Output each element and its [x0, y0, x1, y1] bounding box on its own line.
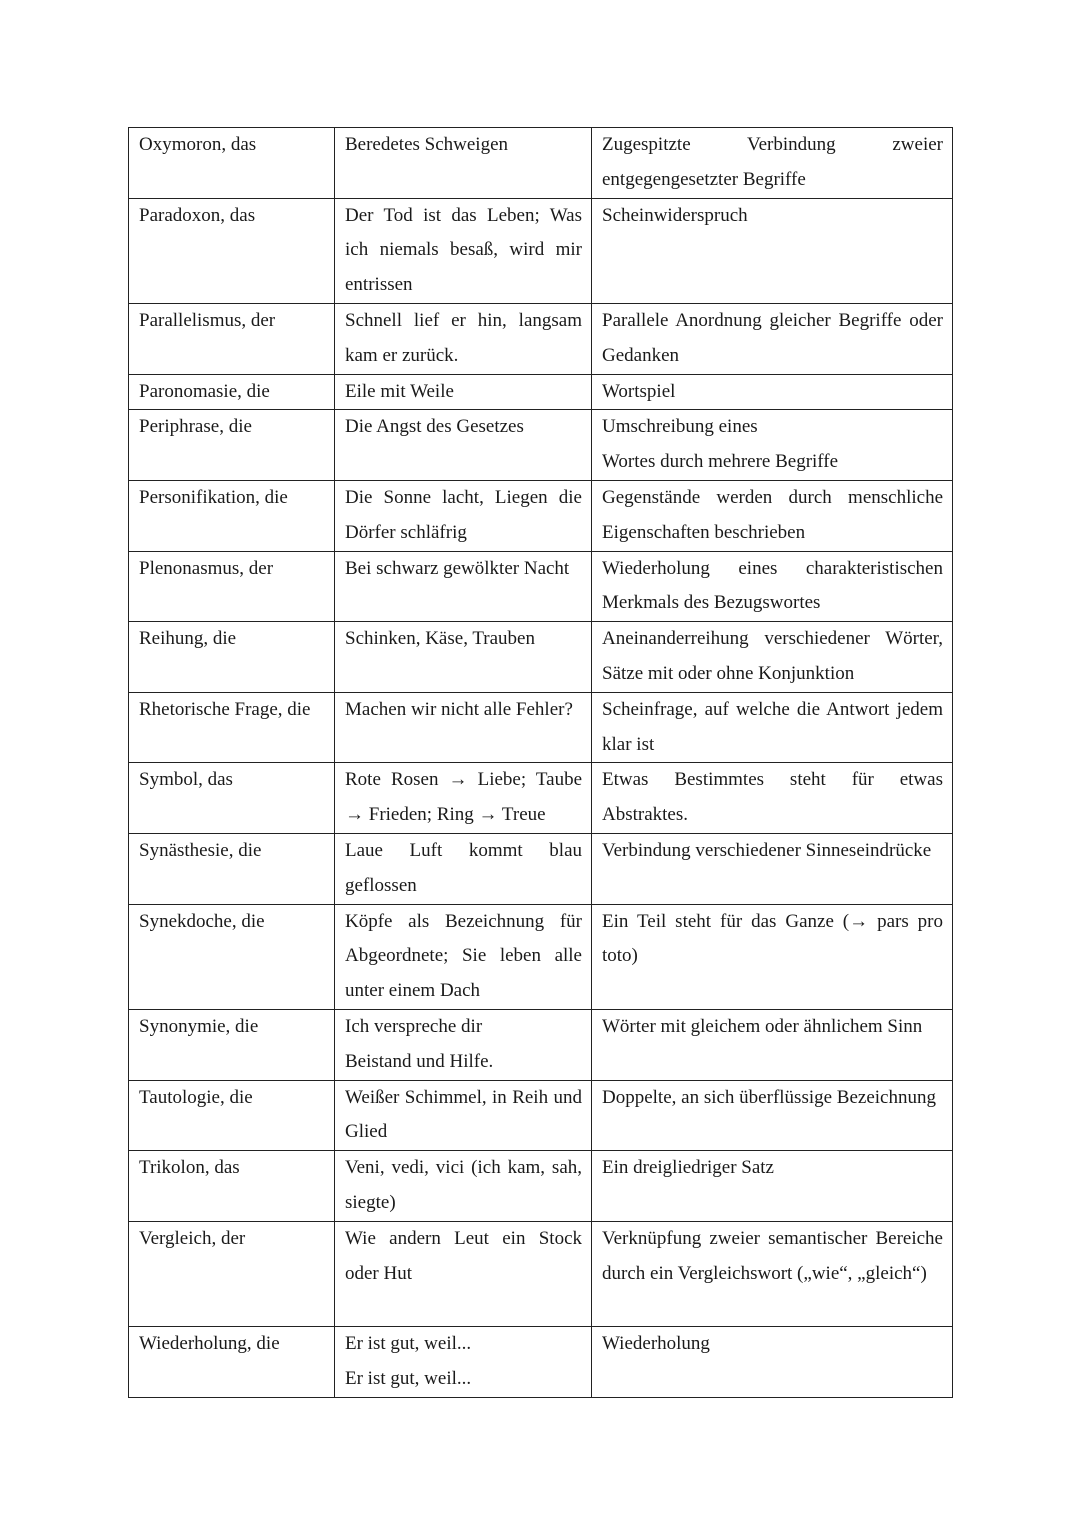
meaning-cell-text: Ein Teil steht für das Ganze (→ pars pro toto) [602, 910, 943, 967]
meaning-cell-text: Aneinanderreihung verschiedener Wörter, Sätze mit oder ohne Konjunktion [602, 628, 943, 684]
example-cell-text: Rote Rosen → Liebe; Taube → Frieden; Ring → Treue [345, 769, 582, 826]
meaning-cell-text: Etwas Bestimmtes steht für etwas Abstraktes. [602, 769, 943, 826]
term-cell-text: Trikolon, das [139, 1157, 240, 1179]
table-row [129, 410, 953, 481]
example-cell-text: Schinken, Käse, Trauben [345, 628, 535, 650]
example-cell [335, 833, 592, 904]
term-cell [129, 1327, 335, 1398]
example-cell [335, 1009, 592, 1080]
table-row [129, 198, 953, 303]
stylistic-devices-table [128, 127, 953, 1398]
term-cell [129, 692, 335, 763]
example-cell [335, 551, 592, 622]
term-cell [129, 410, 335, 481]
example-cell-text: Die Sonne lacht, Liegen die Dörfer schläfrig [345, 486, 582, 543]
meaning-cell [592, 1327, 953, 1398]
example-cell [335, 622, 592, 693]
table-row [129, 374, 953, 410]
meaning-cell [592, 410, 953, 481]
example-cell [335, 763, 592, 834]
meaning-cell [592, 833, 953, 904]
meaning-cell [592, 1151, 953, 1222]
example-cell-text: Wie andern Leut ein Stock oder Hut [345, 1227, 582, 1284]
meaning-cell-text: Verknüpfung zweier semantischer Bereiche durch ein Vergleichswort („wie“, „gleich“) [602, 1227, 943, 1284]
example-cell-text: Bei schwarz gewölkter Nacht [345, 557, 570, 579]
term-cell-text: Tautologie, die [139, 1086, 253, 1108]
table-row [129, 1221, 953, 1326]
example-cell-text: Veni, vedi, vici (ich kam, sah, siegte) [345, 1157, 582, 1213]
term-cell [129, 1151, 335, 1222]
table-row [129, 622, 953, 693]
term-cell-text: Wiederholung, die [139, 1333, 280, 1355]
meaning-cell-text: Parallele Anordnung gleicher Begriffe oder Gedanken [602, 309, 943, 366]
example-cell [335, 374, 592, 410]
meaning-cell-text: Doppelte, an sich überflüssige Bezeichnung [602, 1086, 936, 1108]
meaning-cell-text: Verbindung verschiedener Sinneseindrücke [602, 839, 932, 861]
term-cell-text: Rhetorische Frage, die [139, 698, 311, 720]
meaning-cell [592, 1221, 953, 1326]
term-cell [129, 480, 335, 551]
meaning-cell-text: Scheinfrage, auf welche die Antwort jedem klar ist [602, 698, 943, 755]
term-cell [129, 198, 335, 303]
example-cell-text: Schnell lief er hin, langsam kam er zurück. [345, 309, 582, 366]
table-row [129, 904, 953, 1009]
meaning-cell [592, 551, 953, 622]
term-cell [129, 833, 335, 904]
term-cell-text: Periphrase, die [139, 416, 252, 438]
table-row [129, 480, 953, 551]
example-cell-text: Weißer Schimmel, in Reih und Glied [345, 1086, 582, 1143]
meaning-cell-text: Zugespitzte Verbindung zweier entgegengesetzter Begriffe [602, 134, 943, 190]
example-cell [335, 410, 592, 481]
meaning-cell-text: Wiederholung eines charakteristischen Merkmals des Bezugswortes [602, 557, 943, 614]
table-row [129, 1151, 953, 1222]
meaning-cell [592, 303, 953, 374]
example-cell [335, 1080, 592, 1151]
term-cell-text: Symbol, das [139, 769, 233, 791]
example-cell [335, 128, 592, 199]
term-cell-text: Synekdoche, die [139, 910, 265, 932]
meaning-cell [592, 128, 953, 199]
meaning-cell [592, 374, 953, 410]
term-cell [129, 551, 335, 622]
meaning-cell [592, 1009, 953, 1080]
term-cell-text: Synonymie, die [139, 1015, 259, 1037]
meaning-cell [592, 622, 953, 693]
example-cell [335, 1151, 592, 1222]
example-cell [335, 198, 592, 303]
term-cell-text: Paradoxon, das [139, 204, 256, 226]
table-row [129, 1080, 953, 1151]
term-cell-text: Vergleich, der [139, 1227, 246, 1249]
meaning-cell [592, 1080, 953, 1151]
meaning-cell [592, 904, 953, 1009]
table-row [129, 1327, 953, 1398]
example-cell-text: Eile mit Weile [345, 380, 454, 402]
table-row [129, 763, 953, 834]
example-cell-text: Er ist gut, weil... Er ist gut, weil... [345, 1333, 472, 1389]
meaning-cell-text: Umschreibung eines Wortes durch mehrere Begriffe [602, 416, 839, 473]
example-cell-text: Der Tod ist das Leben; Was ich niemals besaß, wird mir entrissen [345, 204, 582, 296]
term-cell [129, 763, 335, 834]
term-cell-text: Parallelismus, der [139, 309, 276, 331]
example-cell [335, 480, 592, 551]
term-cell-text: Personifikation, die [139, 486, 288, 508]
term-cell [129, 904, 335, 1009]
term-cell [129, 374, 335, 410]
example-cell-text: Beredetes Schweigen [345, 134, 509, 155]
meaning-cell-text: Wörter mit gleichem oder ähnlichem Sinn [602, 1015, 923, 1037]
term-cell [129, 303, 335, 374]
term-cell-text: Paronomasie, die [139, 380, 270, 402]
table-row [129, 303, 953, 374]
example-cell-text: Laue Luft kommt blau geflossen [345, 839, 582, 896]
term-cell [129, 128, 335, 199]
meaning-cell [592, 692, 953, 763]
meaning-cell [592, 763, 953, 834]
term-cell [129, 1009, 335, 1080]
example-cell-text: Ich verspreche dir Beistand und Hilfe. [345, 1015, 494, 1072]
table-row [129, 833, 953, 904]
term-cell-text: Oxymoron, das [139, 134, 257, 155]
meaning-cell-text: Wiederholung [602, 1333, 710, 1355]
term-cell [129, 1080, 335, 1151]
table-row [129, 692, 953, 763]
example-cell [335, 303, 592, 374]
meaning-cell-text: Ein dreigliedriger Satz [602, 1157, 774, 1179]
meaning-cell-text: Scheinwiderspruch [602, 204, 748, 226]
meaning-cell-text: Gegenstände werden durch menschliche Eigenschaften beschrieben [602, 486, 943, 543]
term-cell-text: Plenonasmus, der [139, 557, 274, 579]
table-row [129, 128, 953, 199]
example-cell-text: Köpfe als Bezeichnung für Abgeordnete; Sie leben alle unter einem Dach [345, 910, 582, 1002]
meaning-cell [592, 480, 953, 551]
term-cell [129, 1221, 335, 1326]
meaning-cell [592, 198, 953, 303]
example-cell-text: Machen wir nicht alle Fehler? [345, 698, 573, 720]
meaning-cell-text: Wortspiel [602, 380, 676, 402]
table-row [129, 551, 953, 622]
example-cell [335, 1327, 592, 1398]
term-cell-text: Reihung, die [139, 628, 237, 650]
example-cell-text: Die Angst des Gesetzes [345, 416, 524, 438]
example-cell [335, 904, 592, 1009]
example-cell [335, 692, 592, 763]
term-cell-text: Synästhesie, die [139, 839, 262, 861]
table-row [129, 1009, 953, 1080]
example-cell [335, 1221, 592, 1326]
term-cell [129, 622, 335, 693]
table-body [129, 128, 953, 1398]
